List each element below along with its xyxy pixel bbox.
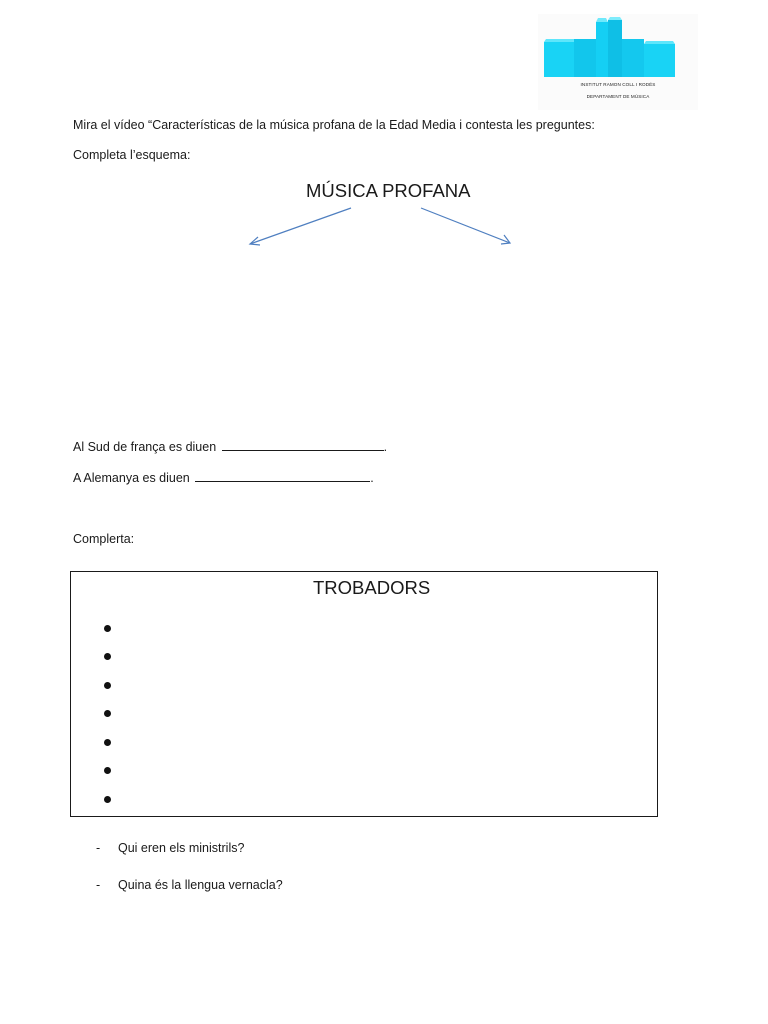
diagram-title: MÚSICA PROFANA — [306, 180, 471, 201]
question-germany-period: . — [370, 471, 374, 485]
bullet-point[interactable] — [104, 739, 111, 746]
question-ministrils: Qui eren els ministrils? — [118, 841, 245, 855]
school-logo — [538, 14, 698, 110]
logo-school-name: INSTITUT RAMON COLL I RODÉS — [580, 82, 656, 87]
complete-schema-label: Completa l’esquema: — [73, 148, 191, 162]
list-dash: - — [96, 841, 101, 855]
question-vernacular-language: Quina és la llengua vernacla? — [118, 878, 283, 892]
left-arrow — [250, 208, 351, 244]
question-germany — [73, 470, 374, 486]
complete-section-label: Complerta: — [73, 532, 135, 546]
question-south-france-period: . — [383, 440, 388, 454]
question-germany-text: A Alemanya es diuen — [73, 471, 190, 485]
trobadors-box — [70, 571, 658, 817]
bullet-point[interactable] — [104, 767, 111, 774]
bullet-point[interactable] — [104, 682, 111, 689]
answer-blank-germany[interactable] — [195, 470, 370, 482]
list-dash: - — [96, 878, 101, 892]
logo-department-name: DEPARTAMENT DE MÚSICA — [586, 94, 650, 99]
bullet-point[interactable] — [104, 796, 111, 803]
bullet-point[interactable] — [104, 625, 111, 632]
trobadors-title: TROBADORS — [313, 577, 431, 598]
answer-blank-south-france[interactable] — [222, 439, 384, 451]
right-arrow — [421, 208, 510, 243]
bullet-point[interactable] — [104, 710, 111, 717]
question-south-france — [73, 439, 387, 455]
instruction-text: Mira el vídeo “Características de la música profana de la Edad Media i contesta les preguntes: — [73, 118, 595, 132]
diagram-arrows — [240, 200, 530, 252]
bullet-point[interactable] — [104, 653, 111, 660]
question-south-france-text: Al Sud de frança es diuen — [73, 440, 217, 454]
